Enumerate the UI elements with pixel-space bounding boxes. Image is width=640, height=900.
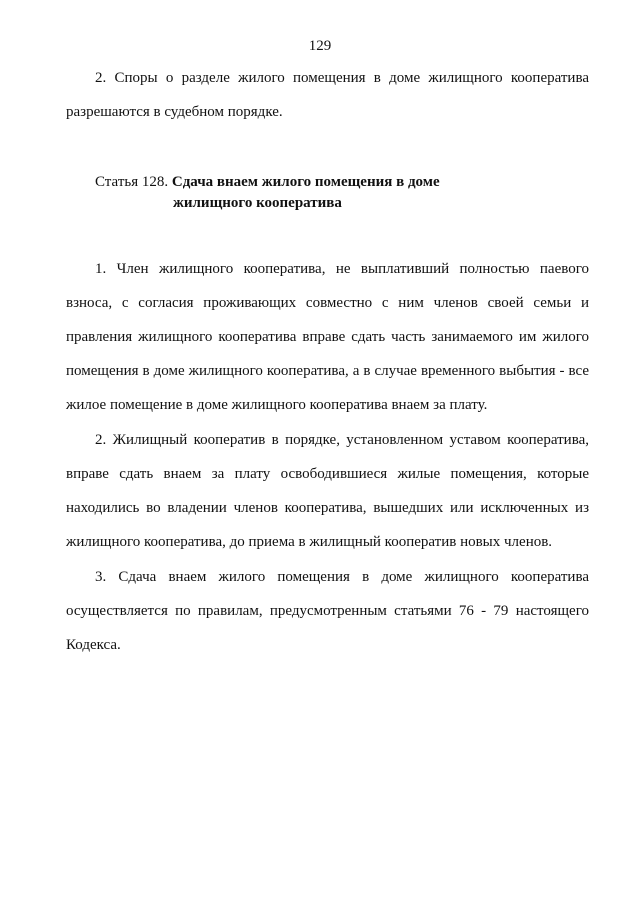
article-paragraph-1: 1. Член жилищного кооператива, не выплативший полностью паевого взноса, с согласия проживающих совместно с ним членов своей семьи и правления жилищного кооператива вправе сдать часть занимаемого им жилого помещения в доме жилищного кооператива, а в случае временного выбытия - все жилое помещение в доме жилищного кооператива внаем за плату. bbox=[66, 261, 589, 413]
article-title-line2: жилищного кооператива bbox=[173, 195, 342, 211]
article-heading bbox=[95, 172, 575, 214]
article-number: Статья 128. bbox=[95, 174, 169, 190]
page-number: 129 bbox=[308, 38, 332, 54]
intro-paragraph: 2. Споры о разделе жилого помещения в доме жилищного кооператива разрешаются в судебном порядке. bbox=[66, 70, 589, 120]
article-paragraph-3: 3. Сдача внаем жилого помещения в доме жилищного кооператива осуществляется по правилам, предусмотренным статьями 76 - 79 настоящего Кодекса. bbox=[66, 569, 589, 653]
article-paragraph-2: 2. Жилищный кооператив в порядке, установленном уставом кооператива, вправе сдать внаем за плату освободившиеся жилые помещения, которые находились во владении членов кооператива, вышедших или исключенных из жилищного кооператива, до приема в жилищный кооператив новых членов. bbox=[66, 432, 589, 550]
article-title-line1: Сдача внаем жилого помещения в доме bbox=[171, 174, 440, 190]
